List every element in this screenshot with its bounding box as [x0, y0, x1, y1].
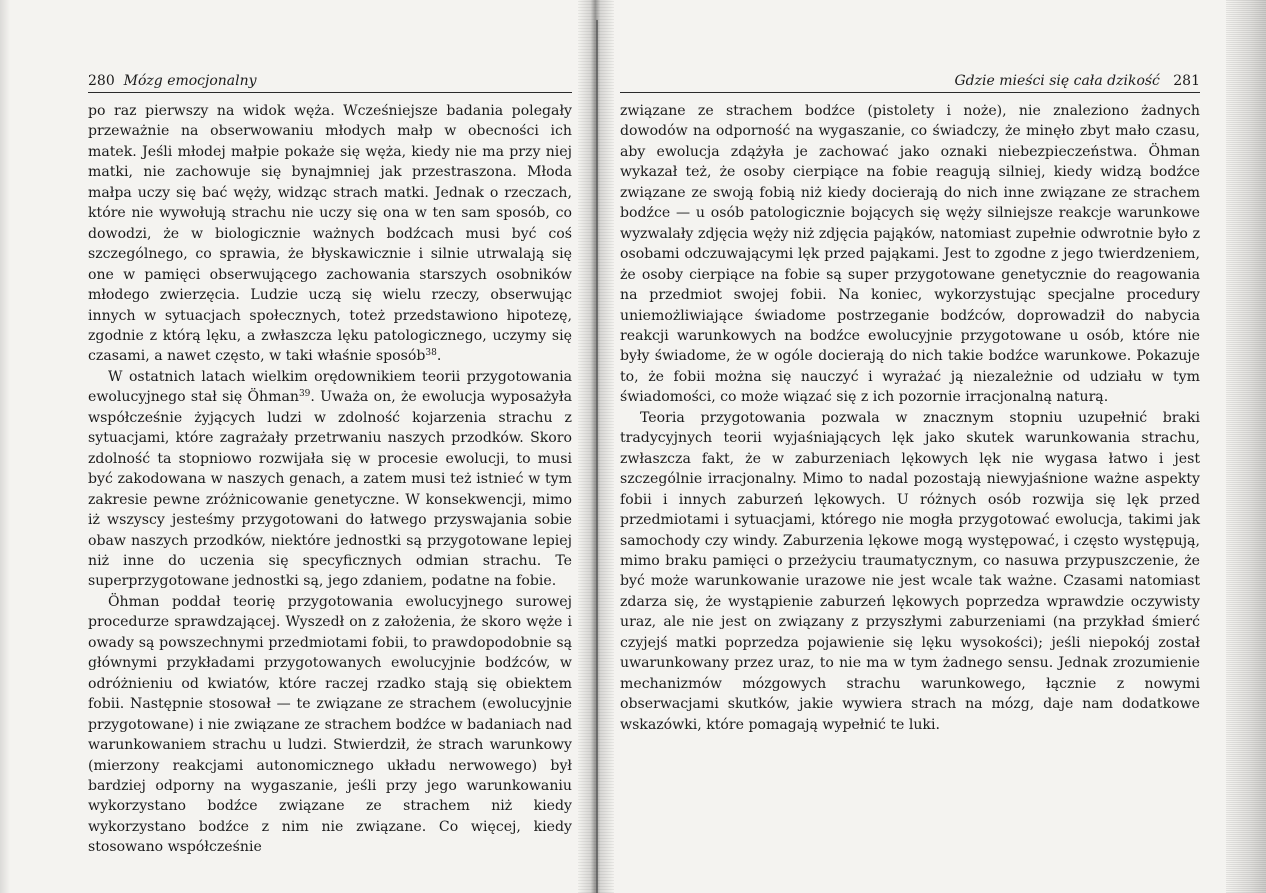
left-paragraph-1-end: . — [436, 348, 442, 365]
left-page-body — [88, 101, 572, 858]
page-edge-right — [1226, 0, 1266, 893]
right-page-header — [858, 73, 1200, 89]
left-paragraph-3: Öhman poddał teorię przygotowania ewolucyjnego surowej procedurze sprawdzającej. Wyszedł on z założenia, że skoro węże i owady są powszechnymi przedmiotami fobii, to prawdopodobnie są głównymi przykładami przygotowanych ewolucyjnie bodźców, w odróżnieniu od kwiatów, które raczej rzadko stają się obiektem fobii. Następnie stosował — te związane ze strachem (ewolucyjnie przygotowane) i nie związane ze strachem bodźce w badaniach nad warunkowaniem strachu u ludzi. Stwierdził, że strach warunkowy (mierzony reakcjami autonomicznego układu nerwowego) był bardziej odporny na wygaszanie, jeśli przy jego warunkowaniu wykorzystano bodźce związane ze strachem niż kiedy wykorzystano bodźce z nim nie związane. Co więcej, kiedy stosowano współcześnie — [88, 593, 572, 856]
left-paragraph-2 — [88, 367, 572, 592]
right-page — [598, 0, 1266, 893]
left-page-number: 280 — [88, 73, 115, 89]
right-running-title: Gdzie mieści się cała dzikość — [954, 73, 1160, 89]
right-page-body — [620, 101, 1200, 735]
left-running-title: Mózg emocjonalny — [123, 73, 257, 89]
left-page — [0, 0, 590, 893]
footnote-ref-39: 39 — [298, 389, 311, 400]
right-header-rule — [620, 92, 1200, 93]
left-paragraph-1-text: po raz pierwszy na widok węża. Wcześniejsze badania polegały przeważnie na obserwowaniu młodych małp w obecności ich matek. Jeśli młodej małpie pokaże się węża, kiedy nie ma przy niej matki, nie zachowuje się bynajmniej jak przestraszona. Młoda małpa uczy się bać węży, widząc strach matki. Jednak o rzeczach, które nie wywołują strachu nie uczy się ona w ten sam sposób, co dowodzi, że w biologicznie ważnych bodźcach musi być coś szczególnego, co sprawia, że błyskawicznie i silnie utrwalają się one w pamięci obserwującego zachowania starszych osobników młodego zwierzęcia. Ludzie uczą się wielu rzeczy, obserwując innych w sytuacjach społecznych, toteż przedstawiono hipotezę, zgodnie z którą lęku, a zwłaszcza lęku patologicznego, uczymy się czasami, a nawet często, w taki właśnie sposób — [88, 103, 572, 365]
right-paragraph-1: związane ze strachem bodźce (pistolety i noże), nie znaleziono żadnych dowodów na odporność na wygaszanie, co świadczy, że minęło zbyt mało czasu, aby ewolucja zdążyła je zachować jako oznaki niebezpieczeństwa. Öhman wykazał też, że osoby cierpiące na fobie reagują silniej, kiedy widzą bodźce związane ze swoją fobią niż kiedy docierają do nich inne związane ze strachem bodźce — u osób patologicznie bojących się węży silniejsze reakcje warunkowe wyzwalały zdjęcia węży niż zdjęcia pająków, natomiast zupełnie odwrotnie było z osobami odczuwającymi lęk przed pająkami. Jest to zgodne z jego twierdzeniem, że osoby cierpiące na fobie są super przygotowane genetycznie do reagowania na przedmiot swojej fobii. Na koniec, wykorzystując specjalne procedury uniemożliwiające świadome postrzeganie bodźców, doprowadził do nabycia reakcji warunkowych na bodźce ewolucyjnie przygotowane u osób, które nie były świadome, że w ogóle docierają do nich takie bodźce warunkowe. Pokazuje to, że fobii można się nauczyć i wyrażać ją niezależnie od udziału w tym świadomości, co może wiązać się z ich pozornie irracjonalną naturą. — [620, 103, 1200, 406]
right-paragraph-2: Teoria przygotowania pozwala w znacznym stopniu uzupełnić braki tradycyjnych teorii wyjaśniających lęk jako skutek warunkowania strachu, zwłaszcza fakt, że w zaburzeniach lękowych lęk nie wygasa łatwo i jest szczególnie irracjonalny. Mimo to nadal pozostają niewyjaśnione ważne aspekty fobii i innych zaburzeń lękowych. U różnych osób rozwija się lęk przed przedmiotami i sytuacjami, którego nie mogła przygotować ewolucja, takimi jak samochody czy windy. Zaburzenia lękowe mogą występować, i często występują, mimo braku pamięci o przeżyciu traumatycznym, co nasuwa przypuszczenie, że być może warunkowanie urazowe nie jest wcale tak ważne. Czasami natomiast zdarza się, że wystąpienie zaburzeń lękowych poprzedza wprawdzie oczywisty uraz, ale nie jest on związany z przyszłymi zaburzeniami (na przykład śmierć czyjejś matki poprzedza pojawienie się lęku wysokości); jeśli niepokój został uwarunkowany przez uraz, to nie ma w tym żadnego sensu. Jednak zrozumienie mechanizmów mózgowych strachu warunkowego, łącznie z nowymi obserwacjami skutków, jakie wywiera strach na mózg, daje nam dodatkowe wskazówki, które pomagają wypełnić te luki. — [620, 409, 1200, 733]
left-page-header — [88, 73, 257, 89]
footnote-ref-38: 38 — [425, 348, 437, 359]
left-paragraph-2-rest: . Uważa on, że ewolucja wyposażyła współcześnie żyjących ludzi w zdolność kojarzenia strachu z sytuacjami, które zagrażały przetrwaniu naszych przodków. Skoro zdolność ta stopniowo rozwijała się w procesie ewolucji, to musi być zakodowana w naszych genach, a zatem musi też istnieć w tym zakresie pewne zróżnicowanie genetyczne. W konsekwencji, mimo iż wszyscy jesteśmy przygotowani do łatwego przyswajania sobie obaw naszych przodków, niektóre jednostki są przygotowane lepiej niż inne do uczenia się specyficznych odmian strachu. Te superprzygotowane jednostki są, jego zdaniem, podatne na fobie. — [88, 389, 572, 590]
left-paragraph-1 — [88, 101, 572, 367]
left-paragraph-2-text: W ostatnich latach wielkim orędownikiem teorii przygotowania ewolucyjnego stał się Öhman — [88, 368, 572, 406]
right-page-number: 281 — [1173, 73, 1200, 89]
left-header-rule — [88, 92, 572, 93]
